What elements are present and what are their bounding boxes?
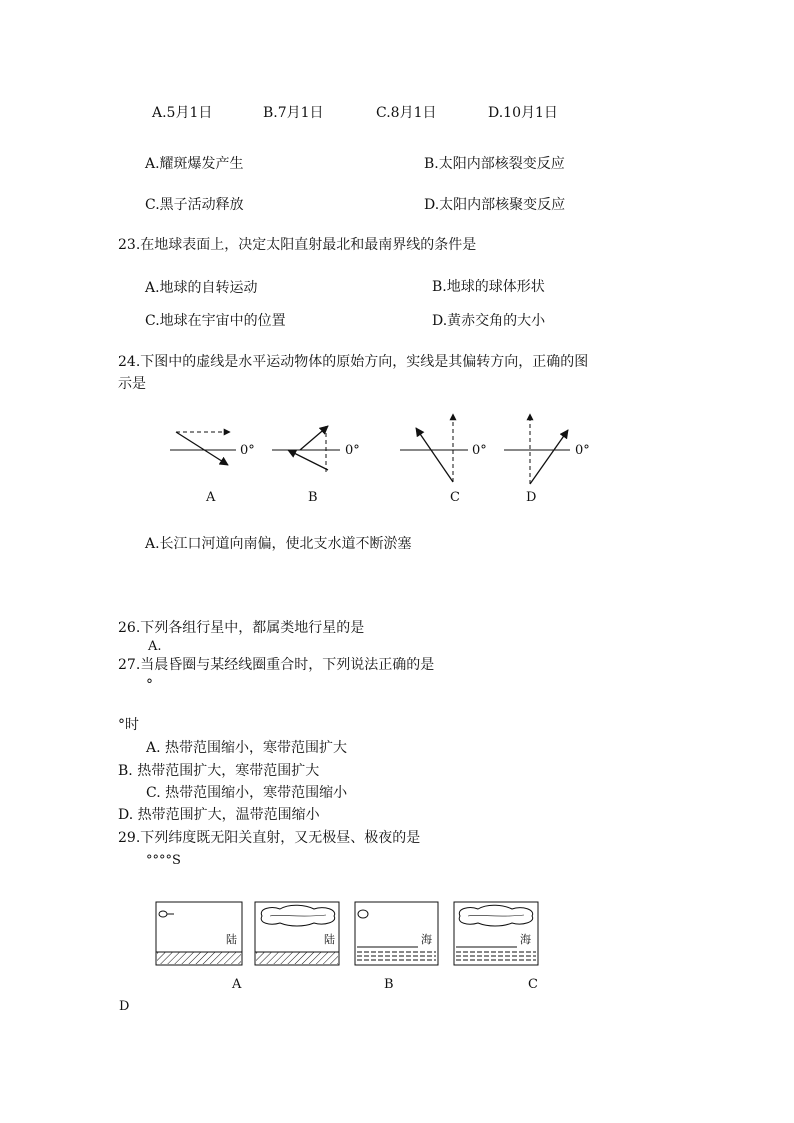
weather-boxes-figure <box>0 898 794 978</box>
q23-option-c: C.地球在宇宙中的位置 <box>145 313 286 329</box>
box-3-label: 海 <box>421 933 432 946</box>
q22-option-a: A.5月1日 <box>152 105 213 121</box>
q23-stem: 23.在地球表面上，决定太阳直射最北和最南界线的条件是 <box>118 237 477 253</box>
box-1-caption: A <box>232 977 242 992</box>
panel-b-degree: 0° <box>345 443 360 458</box>
q28-option-a: A. 热带范围缩小，寒带范围扩大 <box>146 740 348 756</box>
deflection-panel-a <box>170 432 236 465</box>
deflection-panel-c <box>400 414 468 482</box>
box-3-caption: B <box>384 977 394 992</box>
q23-option-a: A.地球的自转运动 <box>145 280 258 296</box>
q28-option-c: C. 热带范围缩小，寒带范围缩小 <box>146 785 348 801</box>
box-4-label: 海 <box>520 933 531 946</box>
energy-option-b: B.太阳内部核裂变反应 <box>424 156 565 172</box>
q29-fragment: °°°°S <box>146 853 181 868</box>
q23-option-d: D.黄赤交角的大小 <box>432 313 546 329</box>
panel-d-label: D <box>526 490 537 505</box>
q24-stem-line2: 示是 <box>118 376 146 392</box>
energy-option-d: D.太阳内部核聚变反应 <box>424 197 566 213</box>
q22-option-c: C.8月1日 <box>376 105 437 121</box>
q26-option-a: A. <box>148 639 162 654</box>
box-1-label: 陆 <box>226 933 237 946</box>
deflection-panel-d <box>504 414 570 484</box>
q26-stem: 26.下列各组行星中，都属类地行星的是 <box>118 620 365 636</box>
q28-fragment: °时 <box>118 717 139 733</box>
energy-option-c: C.黑子活动释放 <box>145 197 244 213</box>
deflection-diagram <box>0 400 794 520</box>
panel-a-degree: 0° <box>240 443 255 458</box>
q22-option-d: D.10月1日 <box>488 105 558 121</box>
box-4-caption: C <box>528 977 538 992</box>
trailing-caption-d: D <box>119 999 130 1014</box>
q27-fragment: ° <box>146 677 153 693</box>
panel-c-degree: 0° <box>472 443 487 458</box>
deflection-panel-b <box>272 426 340 474</box>
q25-option-a: A.长江口河道向南偏，使北支水道不断淤塞 <box>145 536 412 552</box>
q27-stem: 27.当晨昏圈与某经线圈重合时，下列说法正确的是 <box>118 657 435 673</box>
q28-option-b: B. 热带范围扩大，寒带范围扩大 <box>118 763 320 779</box>
panel-b-label: B <box>308 490 318 505</box>
q23-option-b: B.地球的球体形状 <box>432 279 545 295</box>
panel-a-label: A <box>206 490 216 505</box>
energy-option-a: A.耀斑爆发产生 <box>145 156 244 172</box>
box-2-label: 陆 <box>324 933 335 946</box>
q22-option-b: B.7月1日 <box>263 105 324 121</box>
panel-d-degree: 0° <box>575 443 590 458</box>
q28-option-d: D. 热带范围扩大，温带范围缩小 <box>118 807 320 823</box>
q29-stem: 29.下列纬度既无阳关直射，又无极昼、极夜的是 <box>118 830 421 846</box>
q24-stem-line1: 24.下图中的虚线是水平运动物体的原始方向，实线是其偏转方向，正确的图 <box>118 354 589 370</box>
panel-c-label: C <box>450 490 460 505</box>
